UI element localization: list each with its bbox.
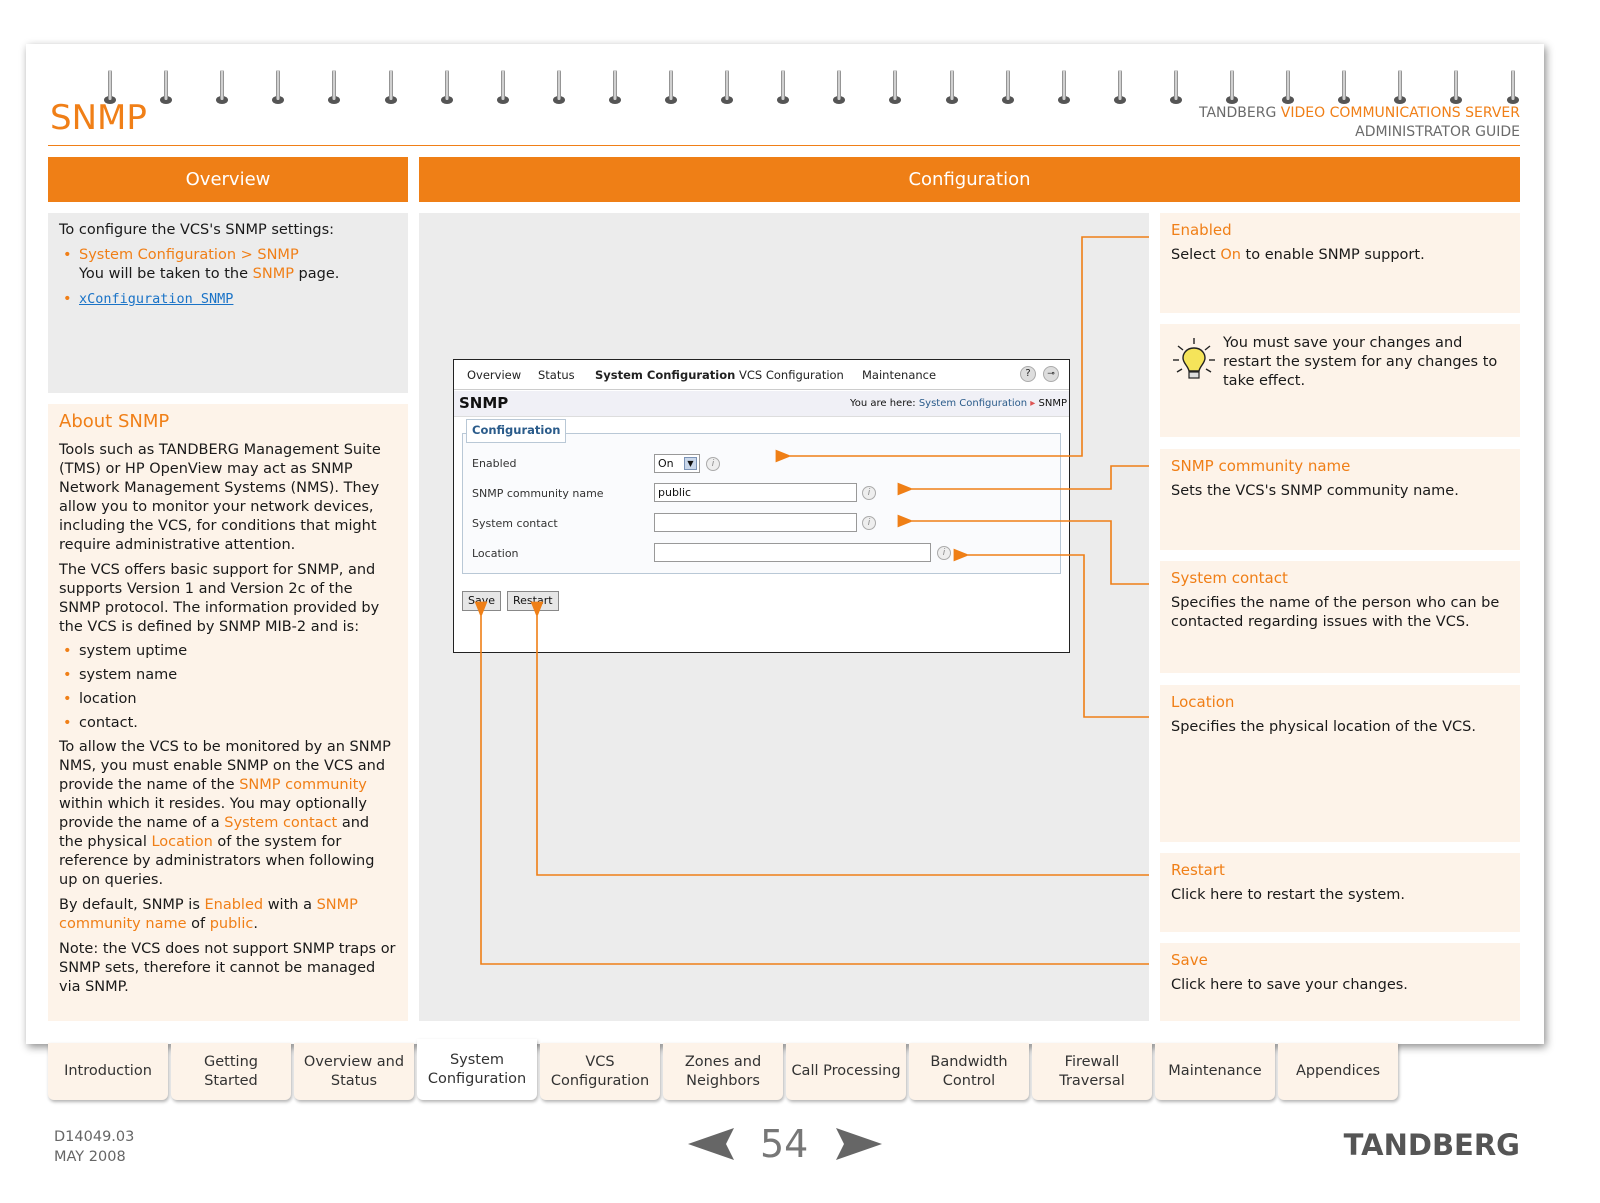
previous-page-icon[interactable]: [688, 1128, 734, 1160]
menu-path-link[interactable]: System Configuration > SNMP: [79, 247, 299, 263]
callout-restart: Restart Click here to restart the system.: [1160, 853, 1520, 932]
tab-vcs-configuration[interactable]: VCS Configuration: [540, 1043, 660, 1100]
about-paragraph: To allow the VCS to be monitored by an SNMP NMS, you must enable SNMP on the VCS and provide the name of the SNMP community within which it resides. You may optionally provide the name of a System contact and the physical Location of the system for reference by administrators when following up on queries.: [59, 739, 391, 888]
tab-call-processing[interactable]: Call Processing: [786, 1043, 906, 1100]
screenshot-page-title: SNMP: [459, 394, 509, 412]
enabled-select[interactable]: On ▼: [654, 454, 700, 473]
chevron-down-icon[interactable]: ▼: [684, 457, 697, 470]
overview-bar: Overview: [48, 157, 408, 202]
connector-save: [481, 616, 1149, 964]
tab-bandwidth-control[interactable]: Bandwidth Control: [909, 1043, 1029, 1100]
callout-tip: [1160, 324, 1520, 437]
restart-button[interactable]: Restart: [507, 591, 559, 611]
nav-overview[interactable]: Overview: [467, 368, 522, 382]
guide-title: TANDBERG VIDEO COMMUNICATIONS SERVER ADMINISTRATOR GUIDE: [1198, 105, 1520, 140]
tab-firewall-traversal[interactable]: Firewall Traversal: [1032, 1043, 1152, 1100]
contact-label: System contact: [472, 517, 558, 530]
nav-system-configuration[interactable]: System Configuration: [595, 368, 736, 382]
fieldset-legend: Configuration: [466, 419, 566, 443]
tip-text: You must save your changes and restart the system for any changes to take effect.: [1223, 335, 1498, 389]
callout-location: Location Specifies the physical location of the VCS.: [1160, 685, 1520, 842]
save-button[interactable]: Save: [462, 591, 501, 611]
info-icon[interactable]: i: [862, 516, 876, 530]
about-paragraph: By default, SNMP is Enabled with a SNMP community name of public.: [59, 897, 358, 932]
nav-maintenance[interactable]: Maintenance: [862, 368, 937, 382]
connector-community: [912, 466, 1149, 489]
about-heading: About SNMP: [59, 411, 170, 432]
overview-item-menu: • System Configuration > SNMP You will be taken to the SNMP page.: [59, 246, 397, 284]
callout-contact: System contact Specifies the name of the person who can be contacted regarding issues with the VCS.: [1160, 561, 1520, 673]
location-label: Location: [472, 547, 519, 560]
tab-maintenance[interactable]: Maintenance: [1155, 1043, 1275, 1100]
logout-icon[interactable]: ⊸: [1043, 366, 1059, 382]
tab-overview-and-status[interactable]: Overview and Status: [294, 1043, 414, 1100]
xconfiguration-link[interactable]: xConfiguration SNMP: [79, 291, 234, 307]
connector-enabled: [790, 237, 1149, 456]
help-icon[interactable]: ?: [1020, 366, 1036, 382]
page-number: 54: [760, 1122, 809, 1166]
callout-save: Save Click here to save your changes.: [1160, 943, 1520, 1021]
info-icon[interactable]: i: [706, 457, 720, 471]
about-paragraph: Tools such as TANDBERG Management Suite (TMS) or HP OpenView may act as SNMP Network Management Systems (NMS). They allow you to monitor your network devices, including the VCS, for conditions that might require administrative attention.: [59, 442, 381, 553]
callout-community: SNMP community name Sets the VCS's SNMP community name.: [1160, 449, 1520, 550]
tab-zones-and-neighbors[interactable]: Zones and Neighbors: [663, 1043, 783, 1100]
connector-restart: [537, 616, 1149, 875]
enabled-label: Enabled: [472, 457, 517, 470]
next-page-icon[interactable]: [836, 1128, 882, 1160]
info-icon[interactable]: i: [937, 546, 951, 560]
about-paragraph: Note: the VCS does not support SNMP traps or SNMP sets, therefore it cannot be managed via SNMP.: [59, 941, 396, 995]
callout-enabled: Enabled Select On to enable SNMP support.: [1160, 213, 1520, 313]
configuration-bar: Configuration: [419, 157, 1520, 202]
info-icon[interactable]: i: [862, 486, 876, 500]
list-item: • contact.: [59, 714, 397, 733]
tab-appendices[interactable]: Appendices: [1278, 1043, 1398, 1100]
nav-status[interactable]: Status: [538, 368, 575, 382]
list-item: • location: [59, 690, 397, 709]
tab-introduction[interactable]: Introduction: [48, 1043, 168, 1100]
page-title: SNMP: [50, 98, 147, 138]
connector-location: [968, 555, 1149, 717]
list-item: • system name: [59, 666, 397, 685]
community-input[interactable]: public: [654, 483, 857, 502]
community-label: SNMP community name: [472, 487, 604, 500]
tab-getting-started[interactable]: Getting Started: [171, 1043, 291, 1100]
list-item: • system uptime: [59, 642, 397, 661]
about-paragraph: The VCS offers basic support for SNMP, and supports Version 1 and Version 2c of the SNMP protocol. The information provided by the VCS is defined by SNMP MIB-2 and is:: [59, 562, 380, 635]
tandberg-logo: TANDBERG: [1343, 1128, 1520, 1162]
breadcrumb: You are here: System Configuration ▸ SNMP: [849, 398, 1067, 409]
lightbulb-icon: [1172, 336, 1216, 384]
connector-contact: [912, 521, 1149, 584]
nav-vcs-configuration[interactable]: VCS Configuration: [739, 368, 844, 382]
tab-system-configuration[interactable]: System Configuration: [417, 1039, 537, 1100]
overview-intro: To configure the VCS's SNMP settings:: [59, 222, 335, 238]
breadcrumb-link[interactable]: System Configuration: [918, 398, 1028, 409]
document-id: D14049.03 MAY 2008: [54, 1129, 135, 1165]
